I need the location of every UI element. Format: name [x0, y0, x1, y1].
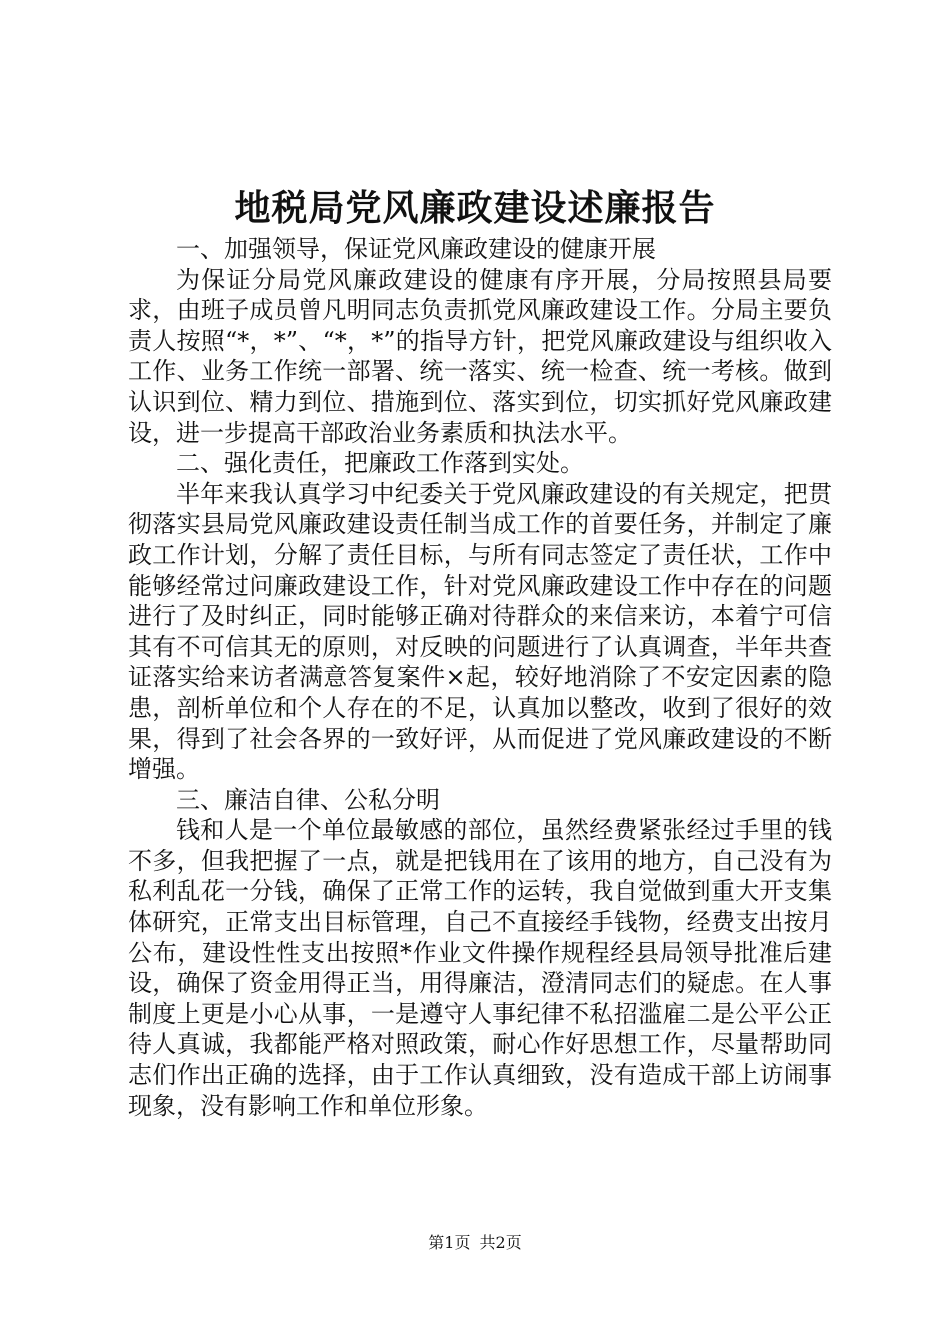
body-paragraph-2: 半年来我认真学习中纪委关于党风廉政建设的有关规定，把贯彻落实县局党风廉政建设责任制当成工作的首要任务，并制定了廉政工作计划，分解了责任目标，与所有同志签定了责任状，工作中能够经常过问廉政建设工作，针对党风廉政建设工作中存在的问题进行了及时纠正，同时能够正确对待群众的来信来访，本着宁可信其有不可信其无的原则，对反映的问题进行了认真调查，半年共查证落实给来访者满意答复案件×起，较好地消除了不安定因素的隐患，剖析单位和个人存在的不足，认真加以整改，收到了很好的效果，得到了社会各界的一致好评，从而促进了党风廉政建设的不断增强。	[128, 479, 832, 784]
body-paragraph-1: 为保证分局党风廉政建设的健康有序开展，分局按照县局要求，由班子成员曾凡明同志负责抓党风廉政建设工作。分局主要负责人按照“*，*”、“*，*”的指导方针，把党风廉政建设与组织收入工作、业务工作统一部署、统一落实、统一检查、统一考核。做到认识到位、精力到位、措施到位、落实到位，切实抓好党风廉政建设，进一步提高干部政治业务素质和执法水平。	[128, 265, 832, 447]
document-body	[128, 234, 832, 1121]
document-title: 地税局党风廉政建设述廉报告	[234, 187, 716, 229]
section-heading-1: 一、加强领导，保证党风廉政建设的健康开展	[176, 235, 656, 263]
body-paragraph-3: 钱和人是一个单位最敏感的部位，虽然经费紧张经过手里的钱不多，但我把握了一点，就是把钱用在了该用的地方，自己没有为私利乱花一分钱，确保了正常工作的运转，我自觉做到重大开支集体研究，正常支出目标管理，自己不直接经手钱物，经费支出按月公布，建设性性支出按照*作业文件操作规程经县局领导批准后建设，确保了资金用得正当，用得廉洁，澄清同志们的疑虑。在人事制度上更是小心从事，一是遵守人事纪律不私招滥雇二是公平公正待人真诚，我都能严格对照政策，耐心作好思想工作，尽量帮助同志们作出正确的选择，由于工作认真细致，没有造成干部上访闹事现象，没有影响工作和单位形象。	[128, 816, 832, 1120]
page-number: 第1页 共2页	[428, 1233, 522, 1252]
section-heading-2: 二、强化责任，把廉政工作落到实处。	[176, 449, 584, 478]
section-heading-3: 三、廉洁自律、公私分明	[176, 785, 440, 814]
